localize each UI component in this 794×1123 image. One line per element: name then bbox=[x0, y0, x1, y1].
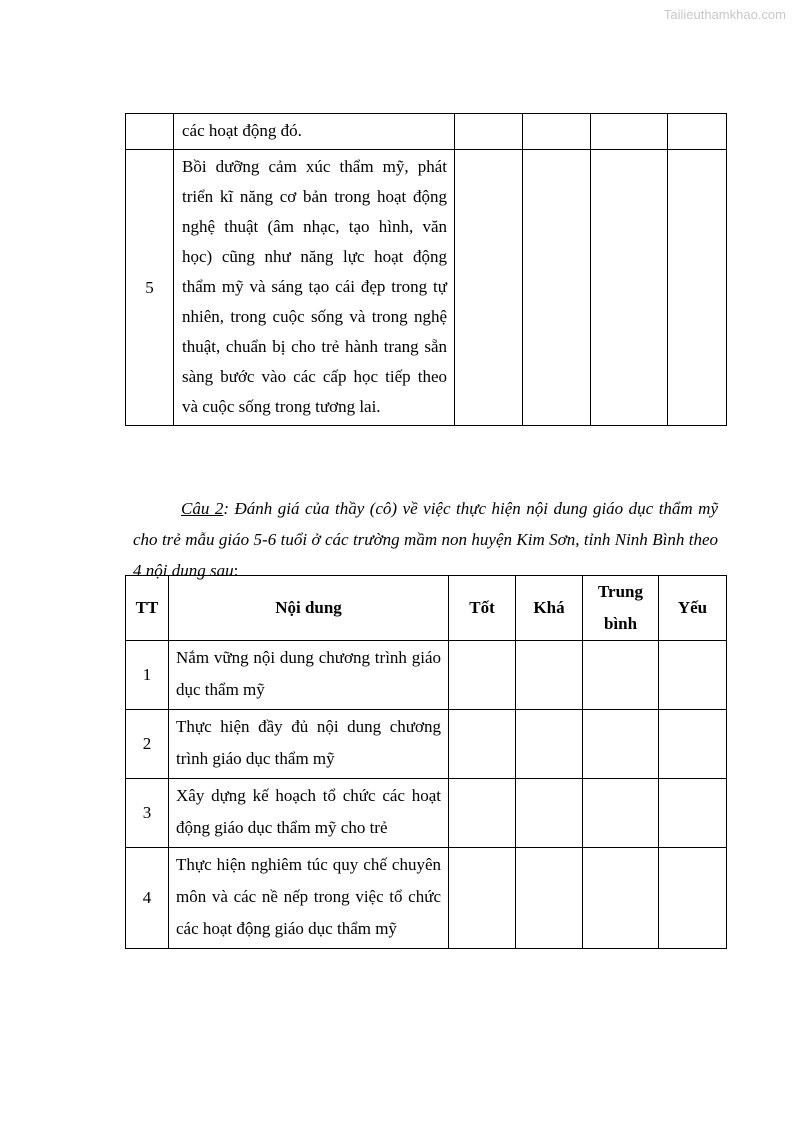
question-2 bbox=[133, 493, 718, 586]
table-row bbox=[126, 848, 727, 949]
rating-cell[interactable] bbox=[449, 848, 516, 949]
rating-cell[interactable] bbox=[583, 848, 659, 949]
rating-cell[interactable] bbox=[591, 114, 668, 150]
header-tt: TT bbox=[126, 576, 169, 641]
header-content: Nội dung bbox=[169, 576, 449, 641]
row-number bbox=[126, 114, 174, 150]
question-label: Câu 2 bbox=[181, 499, 224, 518]
table-header-row bbox=[126, 576, 727, 641]
row-content: Thực hiện đầy đủ nội dung chương trình giáo dục thẩm mỹ bbox=[169, 710, 449, 779]
survey-table-continued bbox=[125, 113, 727, 426]
rating-cell[interactable] bbox=[659, 710, 727, 779]
rating-cell[interactable] bbox=[516, 848, 583, 949]
rating-cell[interactable] bbox=[668, 114, 727, 150]
row-number: 5 bbox=[126, 150, 174, 426]
table-row bbox=[126, 641, 727, 710]
table-row bbox=[126, 114, 727, 150]
header-average: Trung bình bbox=[583, 576, 659, 641]
rating-cell[interactable] bbox=[583, 710, 659, 779]
evaluation-table bbox=[125, 575, 727, 949]
rating-cell[interactable] bbox=[583, 779, 659, 848]
header-weak: Yếu bbox=[659, 576, 727, 641]
header-good: Tốt bbox=[449, 576, 516, 641]
rating-cell[interactable] bbox=[591, 150, 668, 426]
rating-cell[interactable] bbox=[516, 710, 583, 779]
rating-cell[interactable] bbox=[523, 150, 591, 426]
row-content: các hoạt động đó. bbox=[174, 114, 455, 150]
rating-cell[interactable] bbox=[668, 150, 727, 426]
table-row bbox=[126, 779, 727, 848]
rating-cell[interactable] bbox=[583, 641, 659, 710]
rating-cell[interactable] bbox=[659, 641, 727, 710]
rating-cell[interactable] bbox=[516, 779, 583, 848]
header-fair: Khá bbox=[516, 576, 583, 641]
rating-cell[interactable] bbox=[523, 114, 591, 150]
table-row bbox=[126, 150, 727, 426]
rating-cell[interactable] bbox=[516, 641, 583, 710]
rating-cell[interactable] bbox=[659, 848, 727, 949]
row-number: 3 bbox=[126, 779, 169, 848]
rating-cell[interactable] bbox=[455, 114, 523, 150]
row-content: Bồi dưỡng cảm xúc thẩm mỹ, phát triển kĩ năng cơ bản trong hoạt động nghệ thuật (âm nhạc, tạo hình, văn học) cũng như năng lực hoạt động thẩm mỹ và sáng tạo cái đẹp trong tự nhiên, trong cuộc sống và trong nghệ thuật, chuẩn bị cho trẻ hành trang sẵn sàng bước vào các cấp học tiếp theo và cuộc sống trong tương lai. bbox=[174, 150, 455, 426]
question-text: : Đánh giá của thầy (cô) về việc thực hiện nội dung giáo dục thẩm mỹ cho trẻ mẫu giáo 5-6 tuổi ở các trường mầm non huyện Kim Sơn, tỉnh Ninh Bình theo 4 nội dung sau bbox=[133, 499, 718, 580]
rating-cell[interactable] bbox=[659, 779, 727, 848]
row-number: 4 bbox=[126, 848, 169, 949]
question-colon: : bbox=[233, 561, 239, 580]
table-row bbox=[126, 710, 727, 779]
row-content: Thực hiện nghiêm túc quy chế chuyên môn và các nề nếp trong việc tổ chức các hoạt động giáo dục thẩm mỹ bbox=[169, 848, 449, 949]
rating-cell[interactable] bbox=[449, 710, 516, 779]
row-content: Xây dựng kế hoạch tổ chức các hoạt động giáo dục thẩm mỹ cho trẻ bbox=[169, 779, 449, 848]
rating-cell[interactable] bbox=[455, 150, 523, 426]
watermark: Tailieuthamkhao.com bbox=[663, 7, 786, 22]
row-number: 1 bbox=[126, 641, 169, 710]
row-content: Nắm vững nội dung chương trình giáo dục thẩm mỹ bbox=[169, 641, 449, 710]
rating-cell[interactable] bbox=[449, 779, 516, 848]
row-number: 2 bbox=[126, 710, 169, 779]
rating-cell[interactable] bbox=[449, 641, 516, 710]
